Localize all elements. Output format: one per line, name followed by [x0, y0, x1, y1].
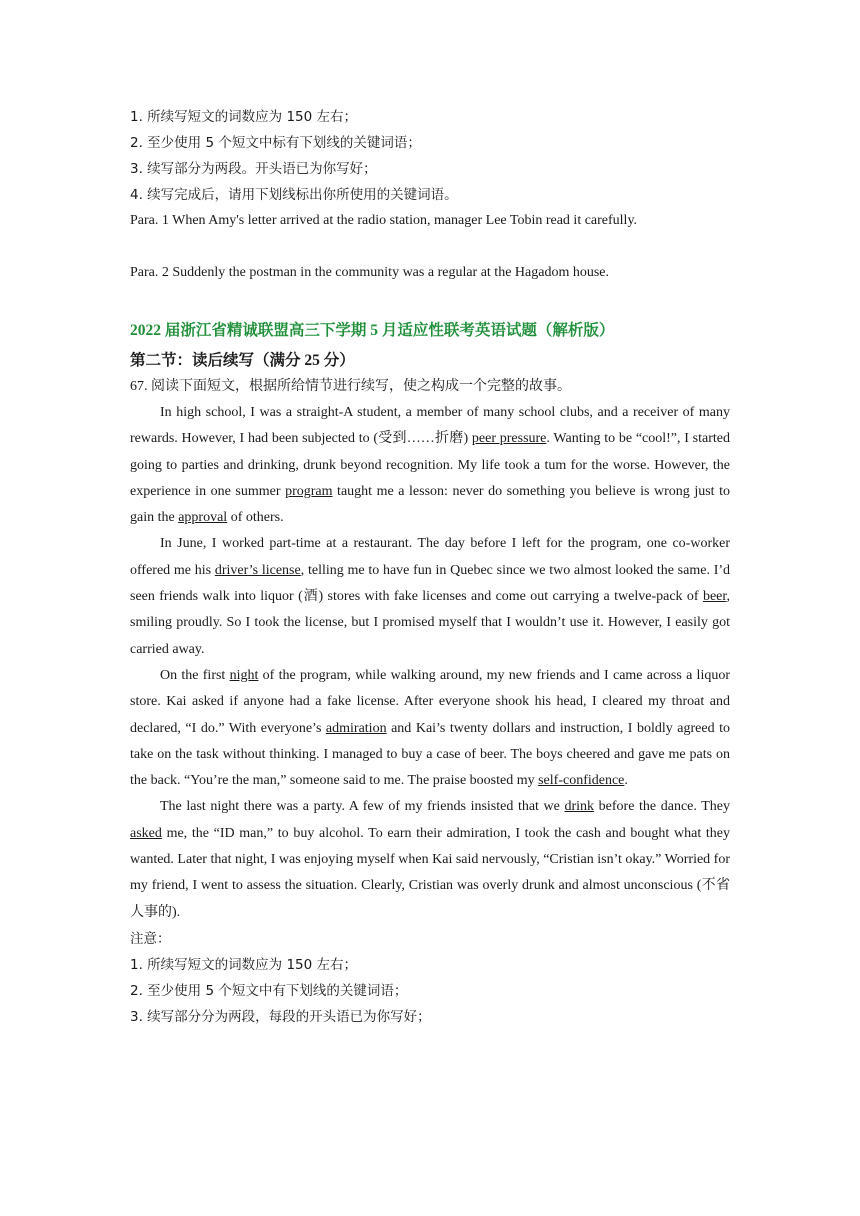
- keyword-program: program: [285, 483, 333, 499]
- keyword-beer: beer: [702, 589, 727, 605]
- bottom-note-1: 1. 所续写短文的词数应为 150 左右；: [130, 956, 358, 973]
- note-label: 注意：: [130, 930, 171, 947]
- story-paragraph-3: On the first night of the program, while walking around, my new friends and I came across a liquor store. Kai asked if anyone had a fake license. After everyone shook his head, I cleared my throat and declared, “I do.” With everyone’s admiration and Kai’s twenty dollars and instruction, I boldly agreed to take on the task without thinking. I managed to buy a case of beer. The boys cheered and gave me pats on the back. “You’re the man,” someone said to me. The praise boosted my self-confidence.: [130, 667, 730, 789]
- keyword-asked: asked: [130, 825, 162, 841]
- bottom-note-2: 2. 至少使用 5 个短文中有下划线的关键词语；: [130, 982, 408, 999]
- task-instruction: 67. 阅读下面短文，根据所给情节进行续写，使之构成一个完整的故事。: [130, 379, 571, 394]
- note-item-1: 1. 所续写短文的词数应为 150 左右；: [130, 109, 358, 125]
- note-item-4: 4. 续写完成后，请用下划线标出你所使用的关键词语。: [130, 187, 458, 203]
- note-item-2: 2. 至少使用 5 个短文中标有下划线的关键词语；: [130, 135, 421, 151]
- keyword-night: night: [229, 667, 259, 683]
- note-item-3: 3. 续写部分为两段。开头语已为你写好；: [130, 161, 377, 177]
- story-paragraph-4: The last night there was a party. A few of my friends insisted that we drink before the dance. They asked me, the “ID man,” to buy alcohol. To earn their admiration, I took the cash and bought what they wanted. Later that night, I was enjoying myself when Kai said nervously, “Cristian isn’t okay.” Worried for my friend, I went to assess the situation. Clearly, Cristian was overly drunk and almost unconscious (不省人事的).: [130, 799, 730, 920]
- para2-opening: Para. 2 Suddenly the postman in the community was a regular at the Hagadom house.: [130, 265, 610, 280]
- keyword-self-confidence: self-confidence: [538, 773, 625, 789]
- keyword-drink: drink: [564, 799, 595, 815]
- keyword-admiration: admiration: [325, 720, 387, 736]
- keyword-drivers-license: driver’s license: [214, 562, 301, 578]
- document-page: [130, 104, 730, 1030]
- bottom-note-3: 3. 续写部分分为两段，每段的开头语已为你写好；: [130, 1008, 431, 1025]
- section-heading: 第二节：读后续写（满分 25 分）: [130, 352, 355, 369]
- para1-opening: Para. 1 When Amy's letter arrived at the radio station, manager Lee Tobin read it carefully.: [130, 213, 638, 228]
- story-paragraph-1: In high school, I was a straight-A student, a member of many school clubs, and a receiver of many rewards. However, I had been subjected to (受到……折磨) peer pressure. Wanting to be “cool!”, I started going to parties and drinking, drunk beyond recognition. My life took a tum for the worse. However, the experience in one summer program taught me a lesson: never do something you believe is wrong just to gain the approval of others.: [130, 405, 730, 526]
- keyword-approval: approval: [178, 510, 228, 526]
- keyword-peer-pressure: peer pressure: [471, 431, 547, 447]
- exam-title: 2022 届浙江省精诚联盟高三下学期 5 月适应性联考英语试题（解析版）: [130, 322, 615, 339]
- story-paragraph-2: In June, I worked part-time at a restaurant. The day before I left for the program, one co-worker offered me his driver’s license, telling me to have fun in Quebec since we two almost looked the same. I’d seen friends walk into liquor (酒) stores with fake licenses and come out carrying a twelve-pack of beer, smiling proudly. So I took the license, but I promised myself that I wouldn’t use it. However, I easily got carried away.: [130, 536, 731, 657]
